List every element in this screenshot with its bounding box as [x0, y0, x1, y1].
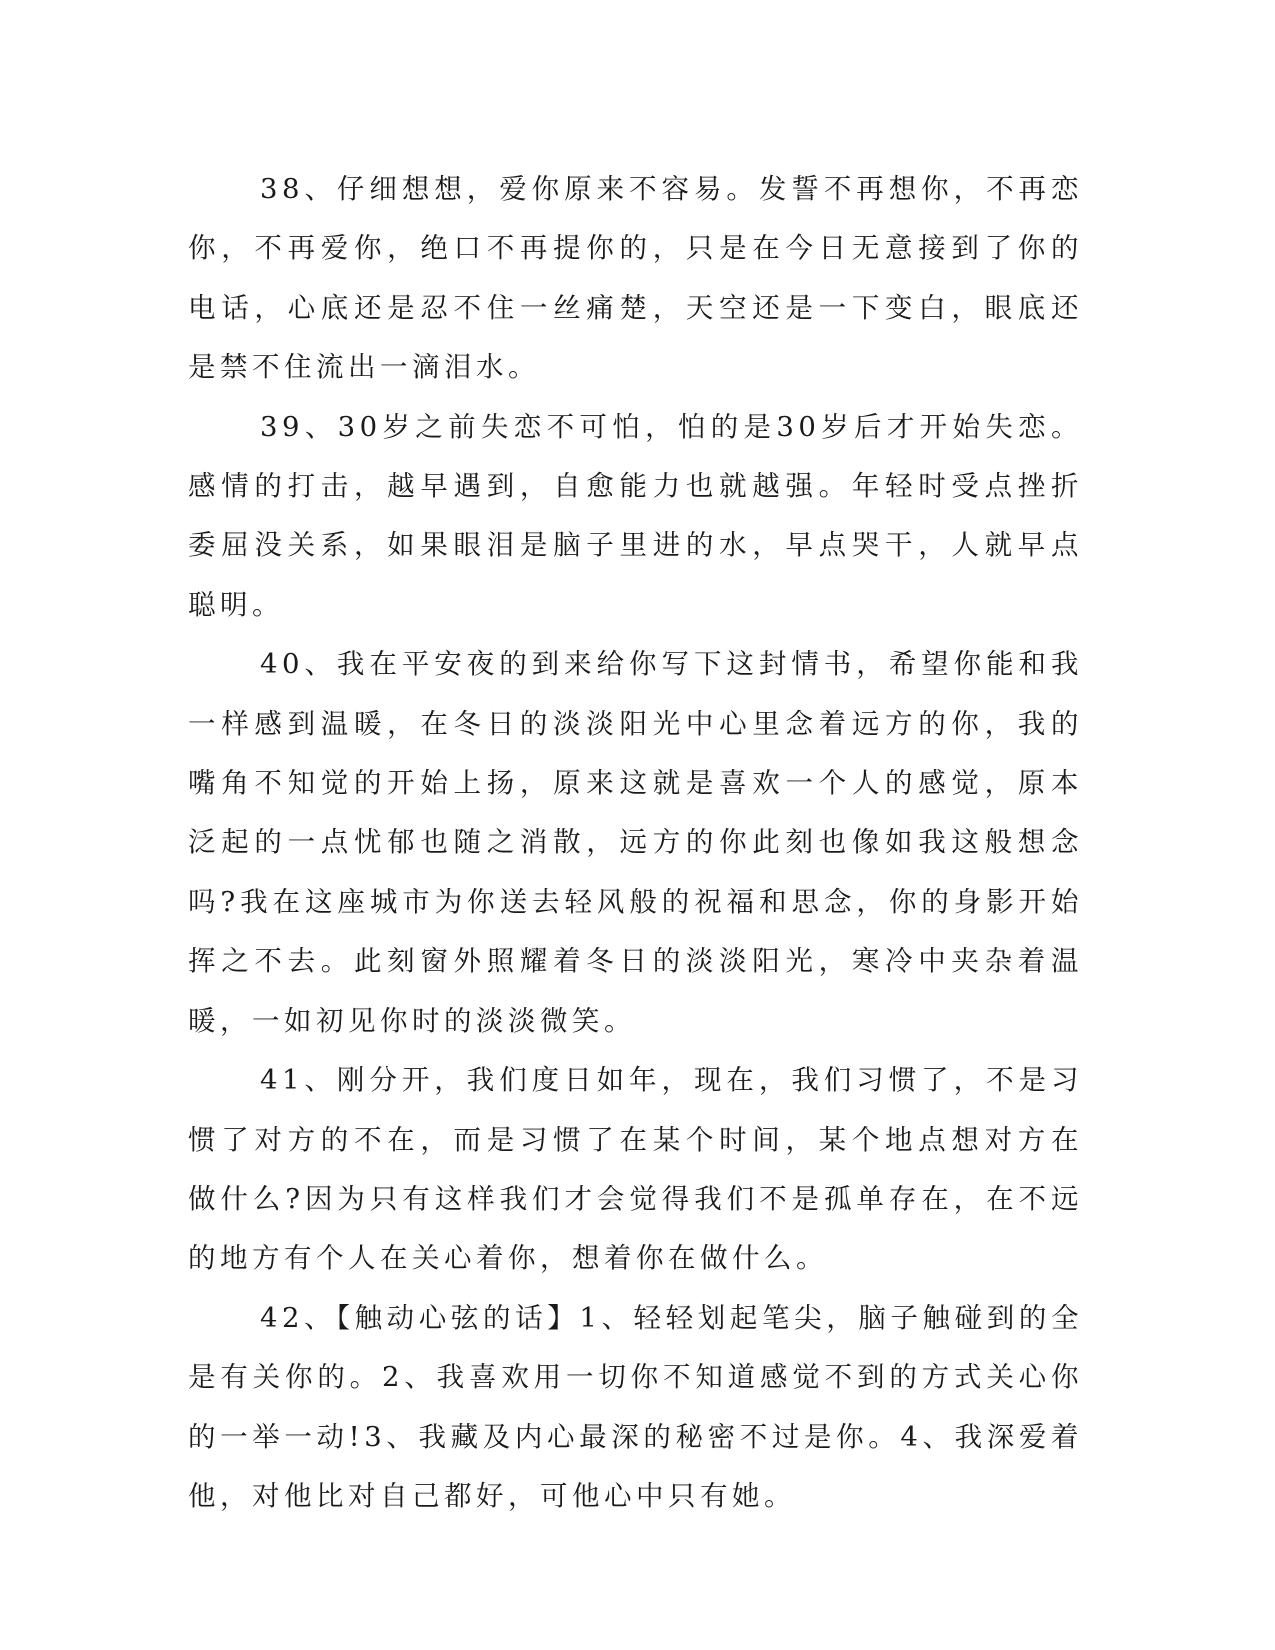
paragraph-42: 42、【触动心弦的话】1、轻轻划起笔尖，脑子触碰到的全是有关你的。2、我喜欢用一切你不知道感觉不到的方式关心你的一举一动!3、我藏及内心最深的秘密不过是你。4、我深爱着他，对他比对自己都好，可他心中只有她。: [188, 1301, 1083, 1512]
paragraph-39: 39、30岁之前失恋不可怕，怕的是30岁后才开始失恋。感情的打击，越早遇到，自愈能力也就越强。年轻时受点挫折委屈没关系，如果眼泪是脑子里进的水，早点哭干，人就早点聪明。: [188, 410, 1083, 621]
paragraph-41: 41、刚分开，我们度日如年，现在，我们习惯了，不是习惯了对方的不在，而是习惯了在某个时间，某个地点想对方在做什么?因为只有这样我们才会觉得我们不是孤单存在，在不远的地方有个人在关心着你，想着你在做什么。: [188, 1064, 1083, 1275]
paragraph-40: 40、我在平安夜的到来给你写下这封情书，希望你能和我一样感到温暖，在冬日的淡淡阳光中心里念着远方的你，我的嘴角不知觉的开始上扬，原来这就是喜欢一个人的感觉，原本泛起的一点忧郁也随之消散，远方的你此刻也像如我这般想念吗?我在这座城市为你送去轻风般的祝福和思念，你的身影开始挥之不去。此刻窗外照耀着冬日的淡淡阳光，寒冷中夹杂着温暖，一如初见你时的淡淡微笑。: [188, 648, 1083, 1037]
document-body: [188, 160, 1083, 1526]
paragraph-38: 38、仔细想想，爱你原来不容易。发誓不再想你，不再恋你，不再爱你，绝口不再提你的，只是在今日无意接到了你的电话，心底还是忍不住一丝痛楚，天空还是一下变白，眼底还是禁不住流出一滴泪水。: [188, 173, 1083, 384]
